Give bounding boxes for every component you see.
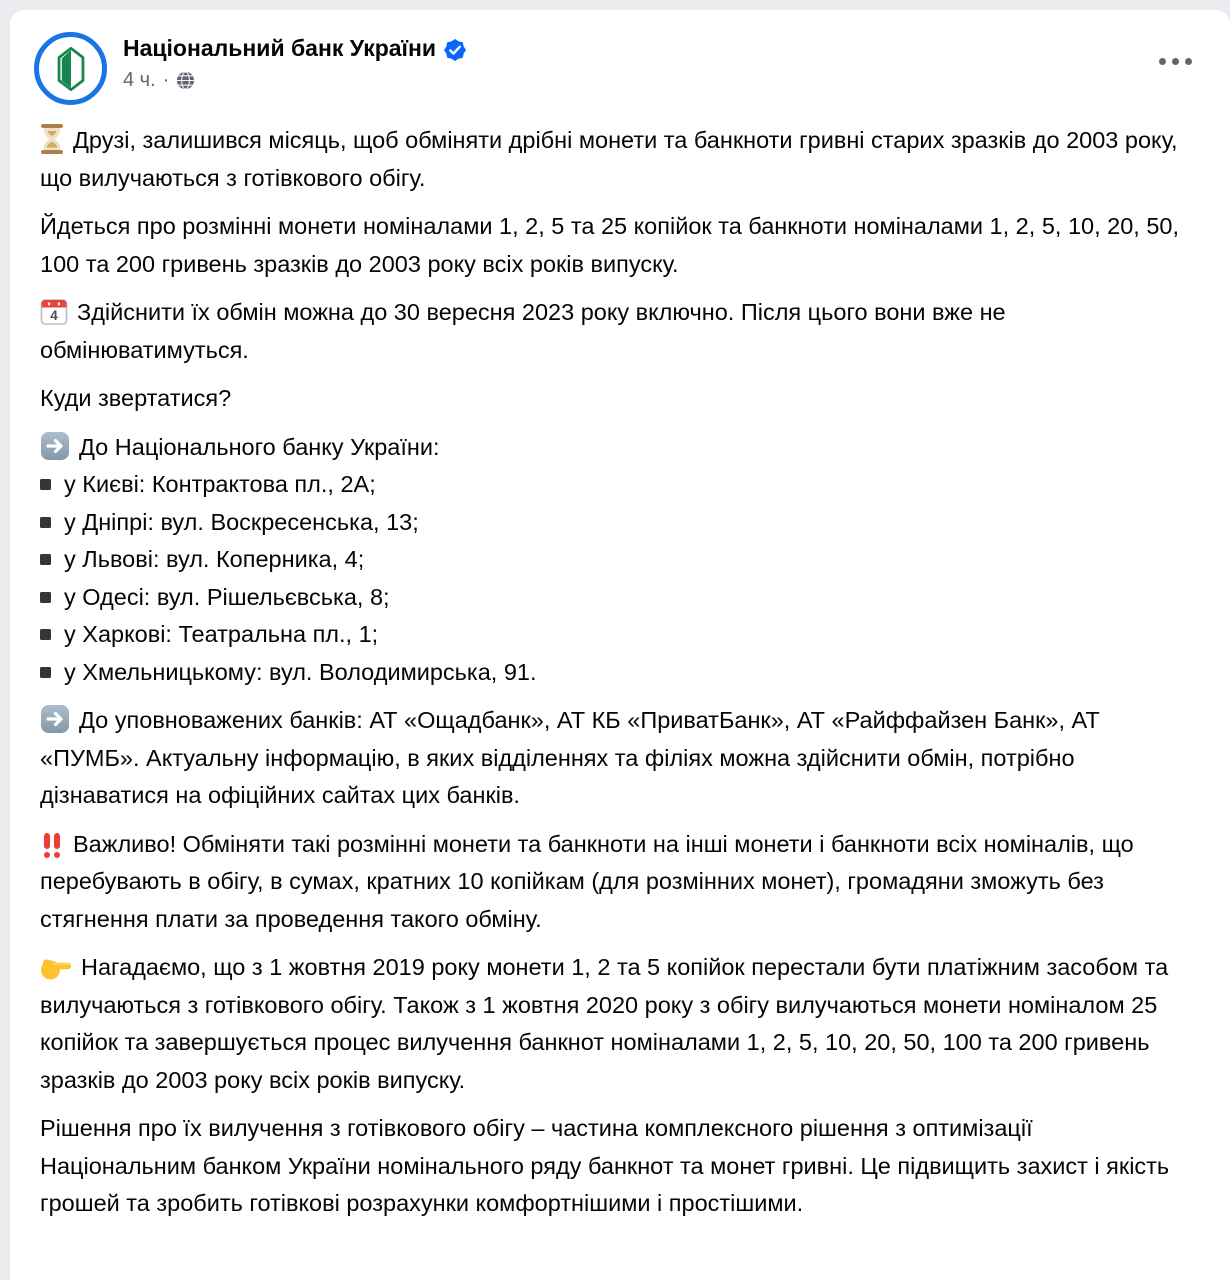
address-text: у Львові: вул. Коперника, 4; bbox=[64, 546, 365, 572]
avatar[interactable] bbox=[34, 32, 107, 105]
right-arrow-icon bbox=[40, 704, 70, 734]
ellipsis-dot bbox=[1159, 58, 1166, 65]
ellipsis-dot bbox=[1172, 58, 1179, 65]
hourglass-icon bbox=[40, 124, 64, 154]
post-card bbox=[10, 10, 1230, 1280]
address-list-item bbox=[40, 541, 1194, 579]
paragraph-text: Важливо! Обміняти такі розмінні монети та банкноти на інші монети і банкноти всіх номіналів, що перебувають в обігу, в сумах, кратних 10 копійкам (для розмінних монет), громадяни зможуть без стягнення плати за проведення такого обміну. bbox=[40, 830, 1134, 932]
nbu-logo-icon bbox=[55, 46, 87, 92]
header-info bbox=[123, 32, 466, 92]
calendar-icon bbox=[40, 298, 68, 326]
paragraph-text: Нагадаємо, що з 1 жовтня 2019 року монети 1, 2 та 5 копійок перестали бути платіжним засобом та вилучаються з готівкового обігу. Також з 1 жовтня 2020 року з обігу вилучаються монети номіналом 25 копійок та завершується процес вилучення банкнот номіналами 1, 2, 5, 10, 20, 50, 100 та 200 гривень зразків до 2003 року всіх років випуску. bbox=[40, 954, 1169, 1093]
post-paragraph bbox=[40, 1110, 1194, 1223]
timestamp[interactable]: 4 ч. bbox=[123, 69, 156, 91]
address-list-item bbox=[40, 504, 1194, 542]
paragraph-text: Йдеться про розмінні монети номіналами 1, 2, 5 та 25 копійок та банкноти номіналами 1, 2, 5, 10, 20, 50, 100 та 200 гривень зразків до 2003 року всіх років випуску. bbox=[40, 213, 1180, 277]
square-bullet-icon bbox=[40, 554, 51, 565]
address-list-item bbox=[40, 579, 1194, 617]
address-text: у Одесі: вул. Рішельєвська, 8; bbox=[64, 583, 390, 610]
paragraph-text: До Національного банку України: bbox=[79, 433, 440, 460]
paragraph-text: До уповноважених банків: АТ «Ощадбанк», АТ КБ «ПриватБанк», АТ «Райффайзен Банк», АТ «ПУМБ». Актуальну інформацію, в яких відділеннях та філіях можна здійснити обмін, потрібно дізнаватися на офіційних сайтах цих банків. bbox=[40, 707, 1100, 808]
square-bullet-icon bbox=[40, 479, 51, 490]
square-bullet-icon bbox=[40, 592, 51, 603]
square-bullet-icon bbox=[40, 629, 51, 640]
ellipsis-dot bbox=[1185, 58, 1192, 65]
pointing-right-icon bbox=[40, 954, 72, 981]
post-paragraph bbox=[40, 122, 1194, 197]
post-paragraph bbox=[40, 208, 1194, 283]
square-bullet-icon bbox=[40, 667, 51, 678]
post-paragraph bbox=[40, 702, 1194, 815]
paragraph-text: Рішення про їх вилучення з готівкового обігу – частина комплексного рішення з оптимізації Національним банком України номінального ряду банкнот та монет гривні. Це підвищить захист і якість грошей та зробить готівкові розрахунки комфортнішими і простішими. bbox=[40, 1115, 1170, 1216]
post-meta bbox=[123, 69, 466, 92]
right-arrow-icon bbox=[40, 431, 70, 461]
address-text: у Дніпрі: вул. Воскресенська, 13; bbox=[64, 508, 419, 535]
svg-text:4: 4 bbox=[50, 308, 58, 323]
address-text: у Хмельницькому: вул. Володимирська, 91. bbox=[64, 658, 537, 685]
post-paragraph bbox=[40, 429, 1194, 692]
double-exclamation-icon bbox=[40, 832, 64, 858]
address-list-item bbox=[40, 616, 1194, 654]
paragraph-text: Куди звертатися? bbox=[40, 385, 232, 411]
paragraph-text: Здійснити їх обмін можна до 30 вересня 2023 року включно. Після цього вони вже не обмінюватимуться. bbox=[40, 299, 1006, 363]
post-paragraph bbox=[40, 294, 1194, 369]
post-paragraph bbox=[40, 949, 1194, 1099]
page-name[interactable]: Національний банк України bbox=[123, 35, 437, 61]
square-bullet-icon bbox=[40, 517, 51, 528]
more-options-button[interactable] bbox=[1153, 52, 1198, 71]
post-header bbox=[10, 10, 1230, 105]
address-list-item bbox=[40, 654, 1194, 692]
meta-separator: · bbox=[162, 69, 170, 91]
post-paragraph bbox=[40, 380, 1194, 418]
post-text bbox=[10, 105, 1230, 1264]
address-text: у Харкові: Театральна пл., 1; bbox=[64, 621, 379, 647]
post-paragraph bbox=[40, 826, 1194, 939]
verified-badge-icon bbox=[444, 39, 466, 61]
address-text: у Києві: Контрактова пл., 2А; bbox=[64, 471, 376, 497]
globe-icon bbox=[176, 71, 195, 90]
paragraph-text: Друзі, залишився місяць, щоб обміняти дрібні монети та банкноти гривні старих зразків до 2003 року, що вилучаються з готівкового обігу. bbox=[40, 127, 1178, 191]
address-list-item bbox=[40, 466, 1194, 504]
